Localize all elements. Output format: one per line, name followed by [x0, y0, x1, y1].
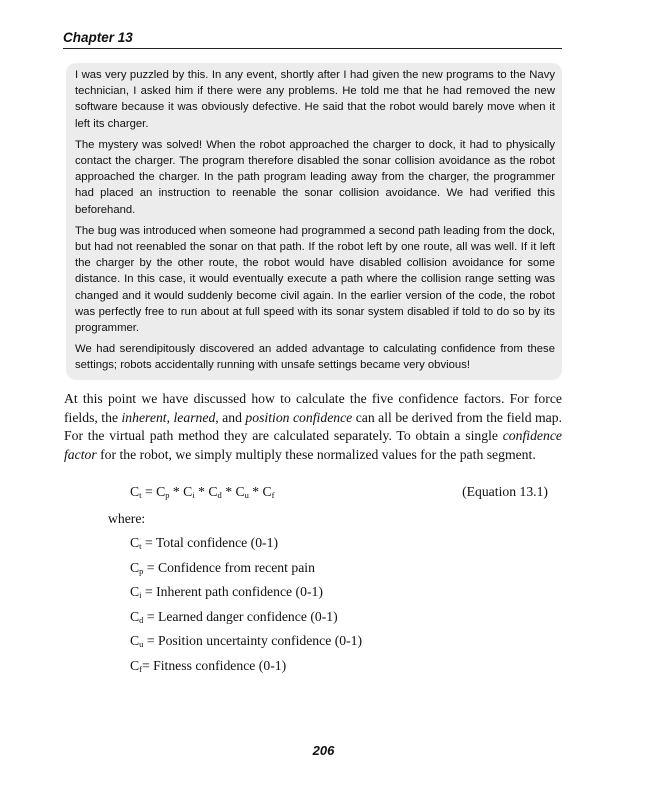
sidebar-paragraph: I was very puzzled by this. In any event, shortly after I had given the new programs to the Navy technician, I asked him if there were any problems. He told me that he had removed the new software because it was obviously defective. He said that the robot would barely move when it left its charger. — [75, 69, 555, 130]
definition-list — [130, 534, 362, 681]
equation-term: $C_p$ * — [156, 484, 184, 500]
equation-term: $C_u$ * — [235, 484, 263, 500]
header-rule — [63, 48, 562, 49]
equation-equals: = — [141, 484, 157, 499]
page-number: 206 — [312, 743, 335, 758]
definition-row: $C_i$ = Inherent path confidence (0-1) — [130, 584, 323, 600]
where-label: where: — [108, 511, 146, 526]
body-text-run: , and — [215, 409, 246, 425]
equation-number: (Equation 13.1) — [462, 484, 548, 499]
definition-row: $C_p$ = Confidence from recent pain — [130, 559, 315, 576]
sidebar-paragraph: The mystery was solved! When the robot approached the charger to dock, it had to physically contact the charger. The program therefore disabled the sonar collision avoidance as the robot approached the charger. In the path program leading away from the charger, the programmer had placed an instruction to reenable the sonar collision avoidance. We had verified this beforehand. — [75, 138, 555, 216]
body-paragraph — [64, 390, 562, 464]
body-italic-term: inherent — [121, 409, 167, 425]
equation-lhs: $C_t$ — [130, 484, 142, 500]
equation-term: $C_f$ — [262, 484, 275, 500]
definition-row: $C_u$ = Position uncertainty confidence (0-1) — [130, 633, 363, 649]
body-text-run: can all be derived from the field map. For the virtual path method they are calculated separately. To obtain a single — [64, 409, 562, 443]
body-italic-term: confidence factor — [64, 428, 562, 462]
definition-row: $C_t$ = Total confidence (0-1) — [130, 535, 279, 551]
body-italic-term: learned — [173, 409, 216, 425]
body-text-run: , — [166, 409, 174, 425]
body-italic-term: position confidence — [245, 409, 353, 425]
body-text-run: for the robot, we simply multiply these normalized values for the path segment. — [96, 446, 536, 462]
equation-13-1 — [130, 483, 548, 501]
body-text-run: At this point we have discussed how to calculate the five confidence factors. For force fields, the — [64, 391, 562, 425]
sidebar-paragraph: We had serendipitously discovered an added advantage to calculating confidence from these settings; robots accidentally running with unsafe settings became very obvious! — [75, 343, 555, 372]
equation-term: $C_i$ * — [183, 484, 209, 500]
definition-row: $C_d$ = Learned danger confidence (0-1) — [130, 608, 338, 625]
chapter-header: Chapter 13 — [63, 30, 133, 45]
equation-term: $C_d$ * — [208, 484, 236, 500]
sidebar-box — [66, 63, 562, 380]
sidebar-paragraph: The bug was introduced when someone had programmed a second path leading from the dock, but had not reenabled the sonar on that path. If the robot left by one route, all was well. If it left the charger by the other route, the robot would have disabled collision avoidance for some distance. In this case, it would eventually execute a path where the collision range setting was changed and it would suddenly become civil again. In the earlier version of the code, the robot was perfectly free to run about at full speed with its sonar system disabled if told to do so by its programmer. — [75, 224, 555, 335]
definition-row: $C_f=$ Fitness confidence (0-1) — [130, 657, 287, 674]
